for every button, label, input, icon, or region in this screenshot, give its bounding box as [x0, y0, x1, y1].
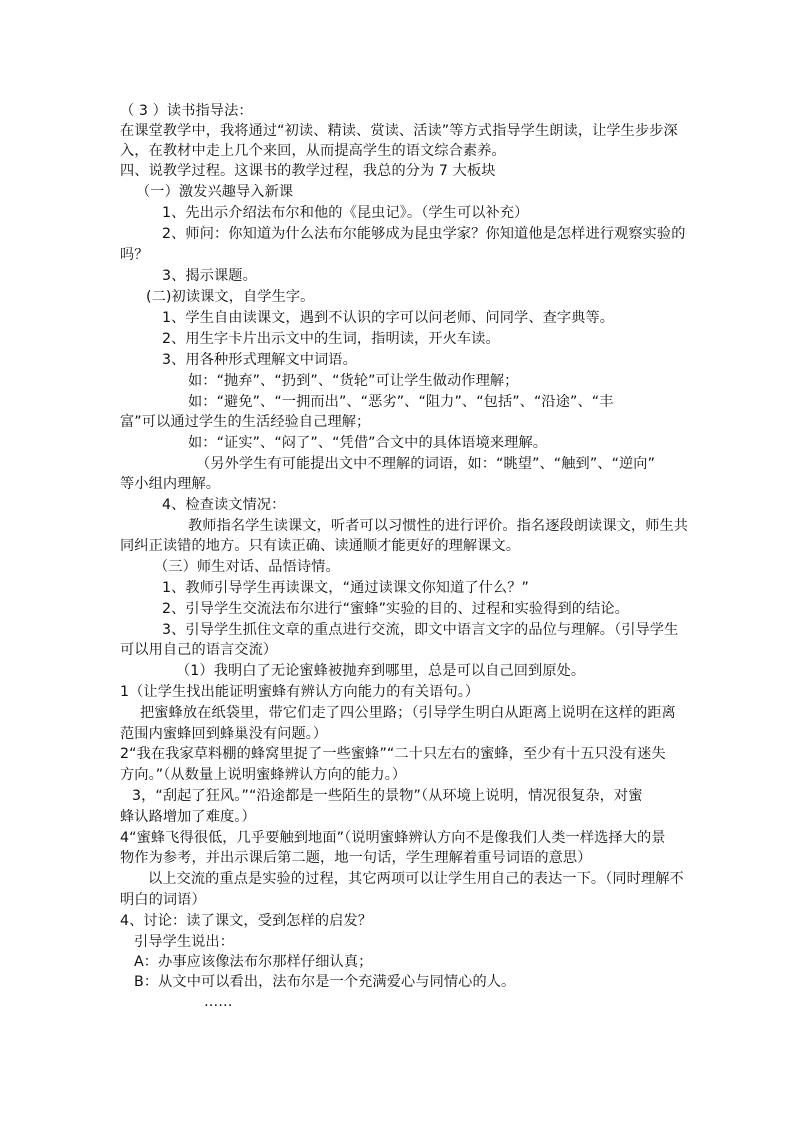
text-line: 3、揭示课题。: [162, 268, 257, 284]
text-line: （1）我明白了无论蜜蜂被抛弃到哪里，总是可以自己回到原处。: [176, 663, 586, 679]
text-line: 把蜜蜂放在纸袋里，带它们走了四公里路；（引导学生明白从距离上说明在这样的距离: [140, 705, 676, 721]
text-line: ……: [204, 994, 233, 1010]
text-line: 如：“抛弃”、“扔到”、“货轮”可让学生做动作理解；: [188, 373, 519, 389]
text-line: (二)初读课文，自学生字。: [146, 289, 315, 305]
text-line: 物作为参考，并出示课后第二题，地一句话，学生理解着重号词语的意思）: [120, 850, 592, 866]
text-line: 4、检查读文情况：: [162, 497, 286, 513]
text-line: A：办事应该像法布尔那样仔细认真；: [134, 954, 373, 970]
text-line: （一）激发兴趣导入新课: [136, 184, 294, 200]
text-line: 等小组内理解。: [120, 476, 221, 492]
text-line: （ 3 ）读书指导法：: [120, 103, 253, 119]
text-line: 如：“避免”、“一拥而出”、“恶劣”、“阻力”、“包括”、“沿途”、“丰: [188, 394, 614, 410]
text-line: 同纠正读错的地方。只有读正确、读通顺才能更好的理解课文。: [120, 538, 521, 554]
text-line: 3，“刮起了狂风。”“沿途都是一些陌生的景物”（从环境上说明，情况很复杂，对蜜: [132, 788, 643, 804]
text-line: （另外学生有可能提出文中不理解的词语，如：“眺望”、“触到”、“逆向”: [196, 456, 656, 472]
text-line: 可以用自己的语言交流）: [120, 642, 278, 658]
text-line: 蜂认路增加了难度。）: [120, 809, 256, 825]
text-line: 富”可以通过学生的生活经验自己理解；: [120, 414, 371, 430]
text-line: 2、师问：你知道为什么法布尔能够成为昆虫学家？你知道他是怎样进行观察实验的: [162, 226, 686, 242]
text-line: 引导学生说出：: [134, 934, 235, 950]
text-line: 明白的词语）: [120, 892, 206, 908]
text-line: 以上交流的重点是实验的过程，其它两项可以让学生用自己的表达一下。（同时理解不: [148, 871, 684, 887]
text-line: 3、引导学生抓住文章的重点进行交流，即文中语言文字的品位与理解。（引导学生: [162, 622, 679, 638]
text-line: 四、说教学过程。这课书的教学过程，我总的分为 7 大板块: [120, 163, 496, 179]
text-line: 入，在教材中走上几个来回，从而提高学生的语文综合素养。: [120, 143, 506, 159]
text-line: 范围内蜜蜂回到蜂巢没有问题。）: [120, 726, 328, 742]
text-line: 4“蜜蜂飞得很低，几乎要触到地面”（说明蜜蜂辨认方向不是像我们人类一样选择大的景: [120, 830, 666, 846]
text-line: 1、教师引导学生再读课文，“通过读课文你知道了什么？”: [162, 580, 529, 596]
text-line: 2“我在我家草料棚的蜂窝里捉了一些蜜蜂”“二十只左右的蜜蜂，至少有十五只没有迷失: [120, 746, 666, 762]
text-line: 在课堂教学中，我将通过“初读、精读、赏读、活读”等方式指导学生朗读，让学生步步深: [120, 123, 678, 139]
text-line: 3、用各种形式理解文中词语。: [162, 352, 357, 368]
text-line: 教师指名学生读课文，听者可以习惯性的进行评价。指名逐段朗读课文，师生共: [188, 518, 689, 534]
text-line: （三）师生对话、品悟诗情。: [154, 559, 340, 575]
text-line: 1、学生自由读课文，遇到不认识的字可以问老师、问同学、查字典等。: [162, 310, 615, 326]
text-line: 2、用生字卡片出示文中的生词，指明读，开火车读。: [162, 331, 500, 347]
text-line: 1（让学生找出能证明蜜蜂有辨认方向能力的有关语句。）: [120, 684, 480, 700]
text-line: 2、引导学生交流法布尔进行“蜜蜂”实验的目的、过程和实验得到的结论。: [162, 601, 629, 617]
text-line: B：从文中可以看出，法布尔是一个充满爱心与同情心的人。: [134, 974, 516, 990]
text-line: 吗？: [120, 247, 149, 263]
text-line: 1、先出示介绍法布尔和他的《昆虫记》。（学生可以补充）: [162, 205, 529, 221]
text-line: 4、讨论：读了课文，受到怎样的启发？: [120, 913, 373, 929]
text-line: 如：“证实”、“闷了”、“凭借”合文中的具体语境来理解。: [188, 435, 548, 451]
text-line: 方向。”（从数量上说明蜜蜂辨认方向的能力。）: [120, 767, 407, 783]
